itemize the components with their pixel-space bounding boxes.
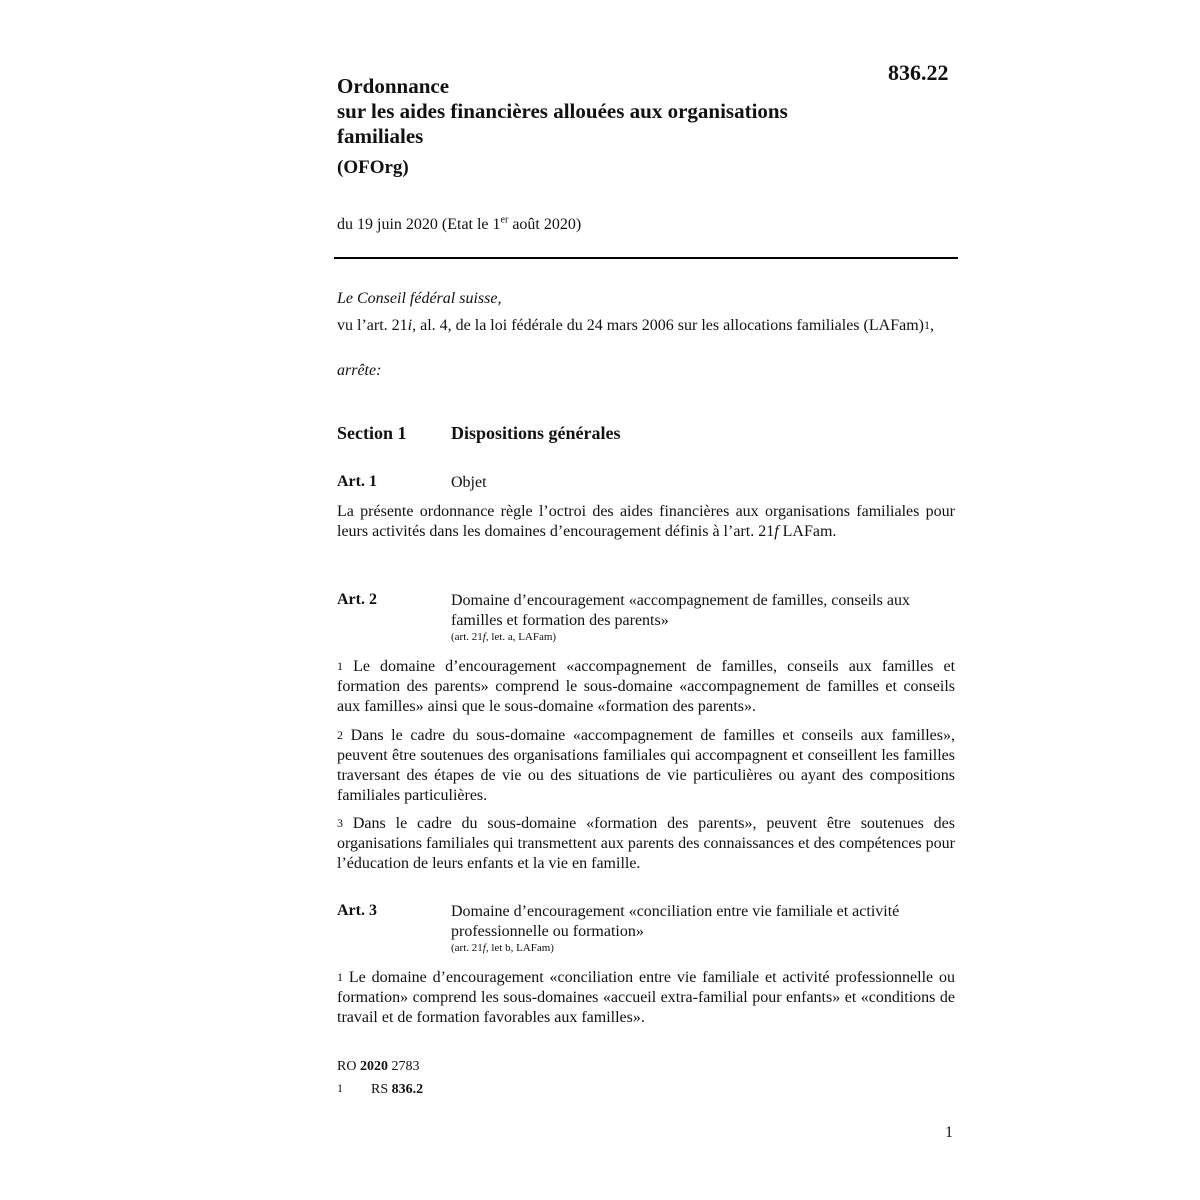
article-1-number: Art. 1 — [337, 473, 377, 490]
section-title: Dispositions générales — [451, 423, 621, 443]
page-number: 1 — [945, 1124, 953, 1141]
official-compilation-reference: RO 2020 2783 — [337, 1059, 420, 1074]
article-3-title: Domaine d’encouragement «conciliation entre vie familiale et activité professionnelle ou formation» (art. 21f, let b, LAFam) — [451, 902, 921, 954]
title-line-2: sur les aides financières allouées aux organisations — [337, 99, 788, 123]
footnote-reference[interactable]: 1 — [923, 318, 930, 332]
preamble-decree: arrête: — [337, 362, 382, 379]
article-2-paragraph-2: 2 Dans le cadre du sous-domaine «accompagnement de familles et conseils aux familles», peuvent être soutenues des organisations familiales qui accompagnent et conseillent les familles traversant des étapes de vie ou des situations de vie particulières ou ayant des compositions familiales particulières. — [337, 727, 956, 804]
document-title — [337, 74, 877, 180]
article-2-paragraph-1: 1 Le domaine d’encouragement «accompagnement de familles, conseils aux familles et formation des parents» comprend le sous-domaine «accompagnement de familles et conseils aux familles» ainsi que le sous-domaine «formation des parents». — [337, 658, 956, 715]
article-2-paragraph-3: 3 Dans le cadre du sous-domaine «formation des parents», peuvent être soutenues des organisations familiales qui transmettent aux parents des connaissances et des compétences pour l’éducation de leurs enfants et la vie en famille. — [337, 815, 956, 872]
article-1-text: La présente ordonnance règle l’octroi des aides financières aux organisations familiales pour leurs activités dans les domaines d’encouragement définis à l’art. 21f LAFam. — [337, 503, 955, 540]
title-line-3: familiales — [337, 124, 424, 148]
article-1-title: Objet — [451, 474, 487, 491]
document-date: du 19 juin 2020 (Etat le 1er août 2020) — [337, 214, 582, 233]
article-2-reference: (art. 21f, let. a, LAFam) — [451, 631, 557, 643]
article-2-number: Art. 2 — [337, 591, 377, 608]
article-3-reference: (art. 21f, let b, LAFam) — [451, 942, 554, 954]
section-label: Section 1 — [337, 423, 407, 443]
article-2-title: Domaine d’encouragement «accompagnement de familles, conseils aux familles et formation des parents» (art. 21f, let. a, LAFam) — [451, 591, 946, 643]
preamble-authority: Le Conseil fédéral suisse, — [337, 290, 502, 307]
preamble-basis: vu l’art. 21i, al. 4, de la loi fédérale du 24 mars 2006 sur les allocations familiales (LAFam)1, — [337, 317, 934, 334]
document-number: 836.22 — [888, 60, 949, 85]
article-3-paragraph-1: 1 Le domaine d’encouragement «conciliation entre vie familiale et activité professionnelle ou formation» comprend les sous-domaines «accueil extra-familial pour enfants» et «conditions de travail et de formation favorables aux familles». — [337, 969, 956, 1026]
header-divider — [334, 257, 958, 259]
article-3-number: Art. 3 — [337, 902, 377, 919]
title-line-1: Ordonnance — [337, 74, 450, 98]
title-abbreviation: (OFOrg) — [337, 157, 409, 178]
footnote-1: 1 RS 836.2 — [337, 1081, 424, 1097]
